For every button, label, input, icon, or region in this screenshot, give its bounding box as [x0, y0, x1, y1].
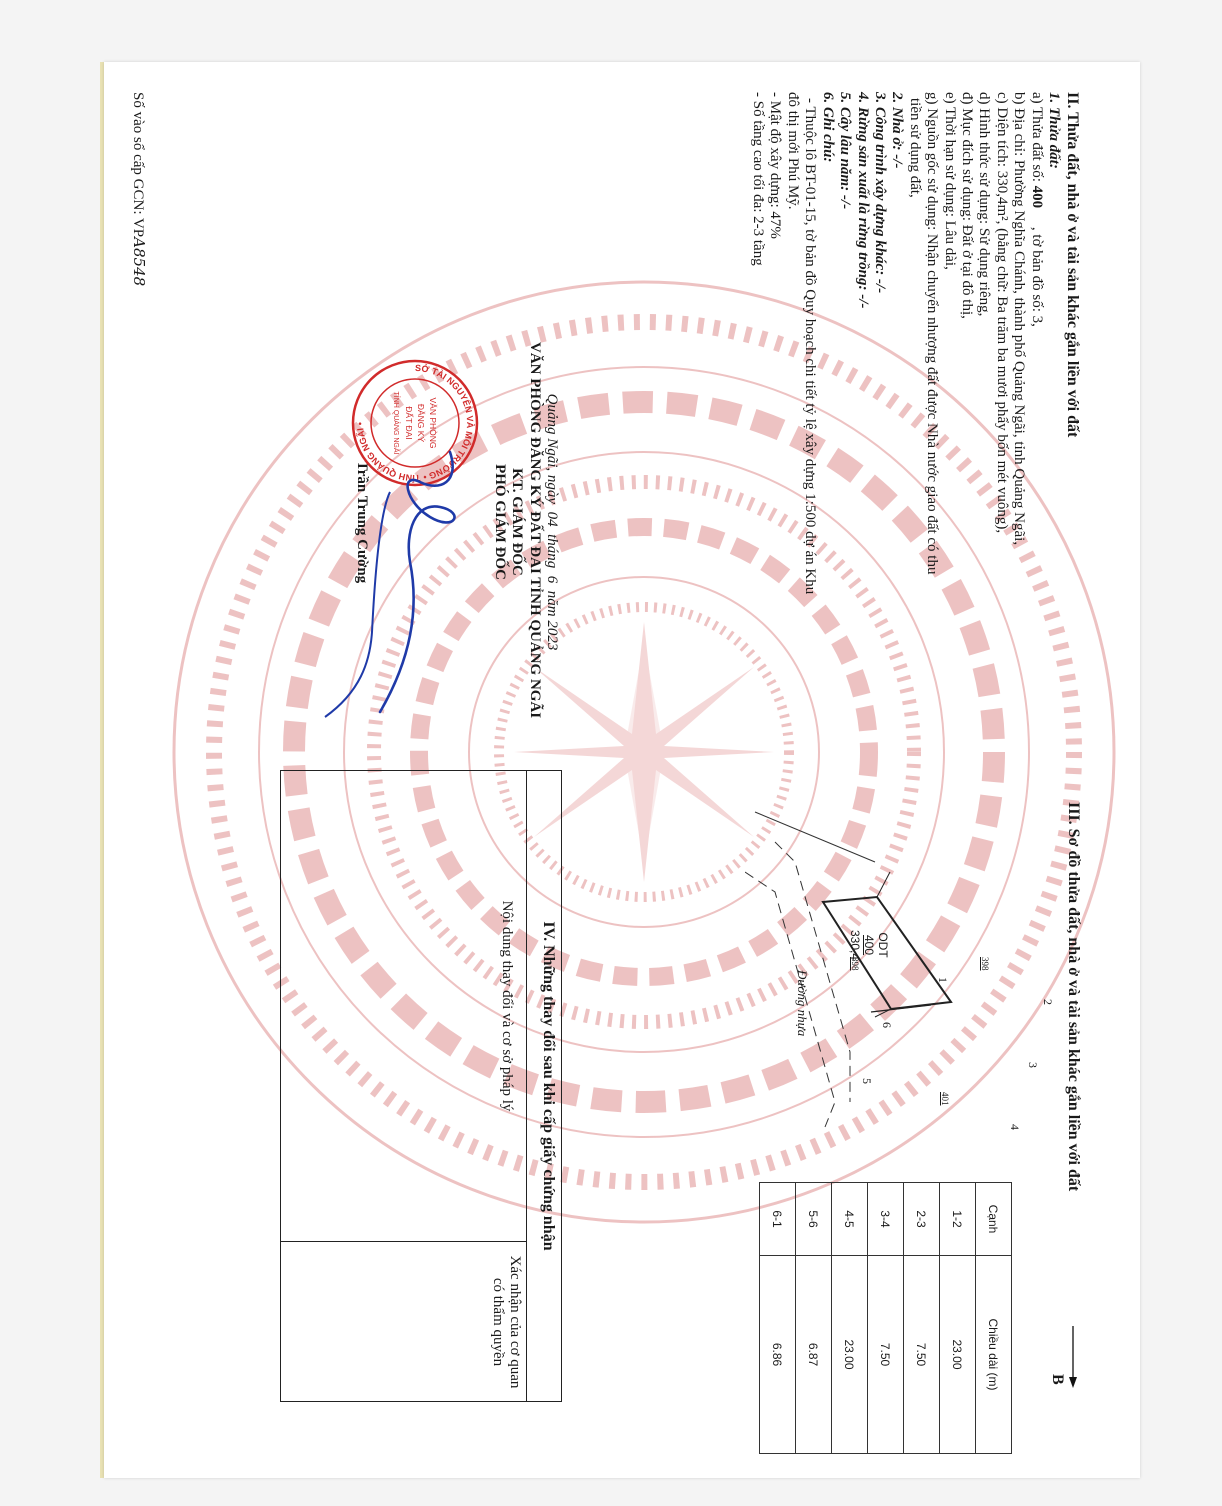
forest: 4. Rừng sản xuất là rừng trồng: -/- [854, 92, 871, 309]
edge-cell: 4-5 [832, 1183, 868, 1256]
header-edge: Cạnh [976, 1183, 1012, 1256]
parcel-number-line [1027, 92, 1044, 752]
parcel-heading: 1. Thửa đất: [1046, 92, 1062, 169]
authority-header-1: Xác nhận của cơ quan [507, 1255, 523, 1389]
length-cell: 7.50 [904, 1256, 940, 1454]
other-works: 3. Công trình xây dựng khác: -/- [871, 92, 888, 294]
vertex-6: 6 [880, 1022, 894, 1028]
address: b) Địa chỉ: Phường Nghĩa Chánh, thành phố Quảng Ngãi, tỉnh Quảng Ngãi, [1011, 92, 1028, 546]
vertex-1: 1 [936, 977, 950, 983]
neighbor-left: 398 [850, 957, 860, 971]
kt-director: KT. GIÁM ĐỐC [509, 468, 526, 576]
parcel-sketch [745, 802, 1045, 1132]
table-row [904, 1183, 940, 1454]
notes-heading: 6. Ghi chú: [819, 92, 836, 163]
authority-header-2: có thẩm quyền [490, 1277, 506, 1367]
parcel-label [848, 930, 890, 960]
note-2: - Mật độ xây dựng: 47% [767, 92, 784, 239]
section-ii [749, 92, 1082, 752]
stamp-ring-text: SỞ TÀI NGUYÊN VÀ MÔI TRƯỜNG • TỈNH QUẢNG NGÃI • [354, 362, 476, 484]
parcel-number: 400 [862, 935, 876, 956]
table-row [796, 1183, 832, 1454]
perennial-trees: 5. Cây lâu năm: -/- [837, 92, 854, 210]
parcel-no: 400 [1028, 185, 1045, 209]
road-label: Đường nhựa [795, 970, 810, 1037]
length-cell: 6.86 [760, 1256, 796, 1454]
note-1b: đô thị mới Phú Mỹ. [784, 92, 801, 210]
north-label: B [1049, 1374, 1066, 1385]
section-iv-title: IV. Những thay đổi sau khi cấp giấy chứng nhận [540, 921, 557, 1251]
vertex-3: 3 [1026, 1062, 1040, 1068]
edge-cell: 3-4 [868, 1183, 904, 1256]
map-sheet: , tờ bản đồ số: 3, [1028, 208, 1045, 327]
edge-cell: 1-2 [940, 1183, 976, 1256]
use-purpose: đ) Mục đích sử dụng: Đất ở tại đô thị, [958, 92, 975, 319]
neighbor-top: 398 [980, 957, 990, 971]
section-ii-title: II. Thửa đất, nhà ở và tài sản khác gắn liền với đất [1064, 92, 1081, 438]
deputy-director: PHÓ GIÁM ĐỐC [491, 464, 508, 580]
parcel-no-label: a) Thửa đất số: [1028, 92, 1045, 186]
stamp-line-2: ĐĂNG KÝ [416, 403, 426, 443]
length-cell: 23.00 [940, 1256, 976, 1454]
table-row [868, 1183, 904, 1454]
edge-length-table [759, 1182, 1012, 1454]
stamp-line-3: ĐẤT ĐAI [404, 406, 414, 440]
note-1: - Thuộc lô BT-01-15, tờ bản đồ Quy hoạch chi tiết tỷ lệ xây dựng 1:500 dự án Khu [802, 98, 819, 595]
issuing-office: VĂN PHÒNG ĐĂNG KÝ ĐẤT ĐAI TỈNH QUẢNG NGÃI [526, 342, 543, 719]
section-iv-divider [281, 1241, 527, 1242]
vertex-4: 4 [1008, 1124, 1022, 1130]
edge-cell: 5-6 [796, 1183, 832, 1256]
table-row [760, 1183, 796, 1454]
use-form: d) Hình thức sử dụng: Sử dụng riêng, [976, 92, 993, 317]
parcel-area: 330,4 [848, 930, 862, 961]
length-cell: 7.50 [868, 1256, 904, 1454]
neighbor-right: 401 [940, 1092, 950, 1106]
issue-date: Quảng Ngãi, ngày 04 tháng 6 năm 2023 [544, 393, 560, 651]
changes-content-header: Nội dung thay đổi và cơ sở pháp lý [499, 900, 515, 1112]
section-iv-box [280, 770, 562, 1402]
vertex-2: 2 [1041, 999, 1055, 1005]
length-cell: 6.87 [796, 1256, 832, 1454]
table-header-row [976, 1183, 1012, 1454]
signer-name: Trần Trung Cường [354, 460, 371, 584]
edge-cell: 6-1 [760, 1183, 796, 1256]
length-cell: 23.00 [832, 1256, 868, 1454]
edge-cell: 2-3 [904, 1183, 940, 1256]
certificate-sheet [104, 62, 1140, 1478]
note-3: - Số tầng cao tối đa: 2-3 tầng [750, 92, 767, 266]
entry-number-handwritten: A8548 [130, 237, 148, 287]
area: c) Diện tích: 330,4m², (bằng chữ: Ba trăm ba mươi phẩy bốn mét vuông), [993, 92, 1010, 534]
table-row [940, 1183, 976, 1454]
house: 2. Nhà ở: -/- [889, 92, 906, 169]
signature-scribble [310, 422, 500, 722]
header-length: Chiều dài (m) [976, 1256, 1012, 1454]
section-iii-title: III. Sơ đồ thửa đất, nhà ở và tài sản khác gắn liền với đất [1065, 802, 1082, 1192]
table-row [832, 1183, 868, 1454]
origin-line-2: tiền sử dụng đất, [906, 98, 923, 198]
vertex-5: 5 [860, 1078, 874, 1084]
origin-line-1: g) Nguồn gốc sử dụng: Nhận chuyển nhượng đất được Nhà nước giao đất có thu [924, 92, 941, 575]
entry-number [129, 92, 147, 286]
section-iv-rule [526, 771, 527, 1401]
use-term: e) Thời hạn sử dụng: Lâu dài, [941, 92, 958, 270]
land-code: ODT [876, 932, 890, 958]
stamp-line-4: TỈNH QUẢNG NGÃI [392, 391, 399, 455]
entry-number-label: Số vào sổ cấp GCN: VP [130, 92, 146, 238]
stamp-line-1: VĂN PHÒNG [428, 397, 438, 449]
